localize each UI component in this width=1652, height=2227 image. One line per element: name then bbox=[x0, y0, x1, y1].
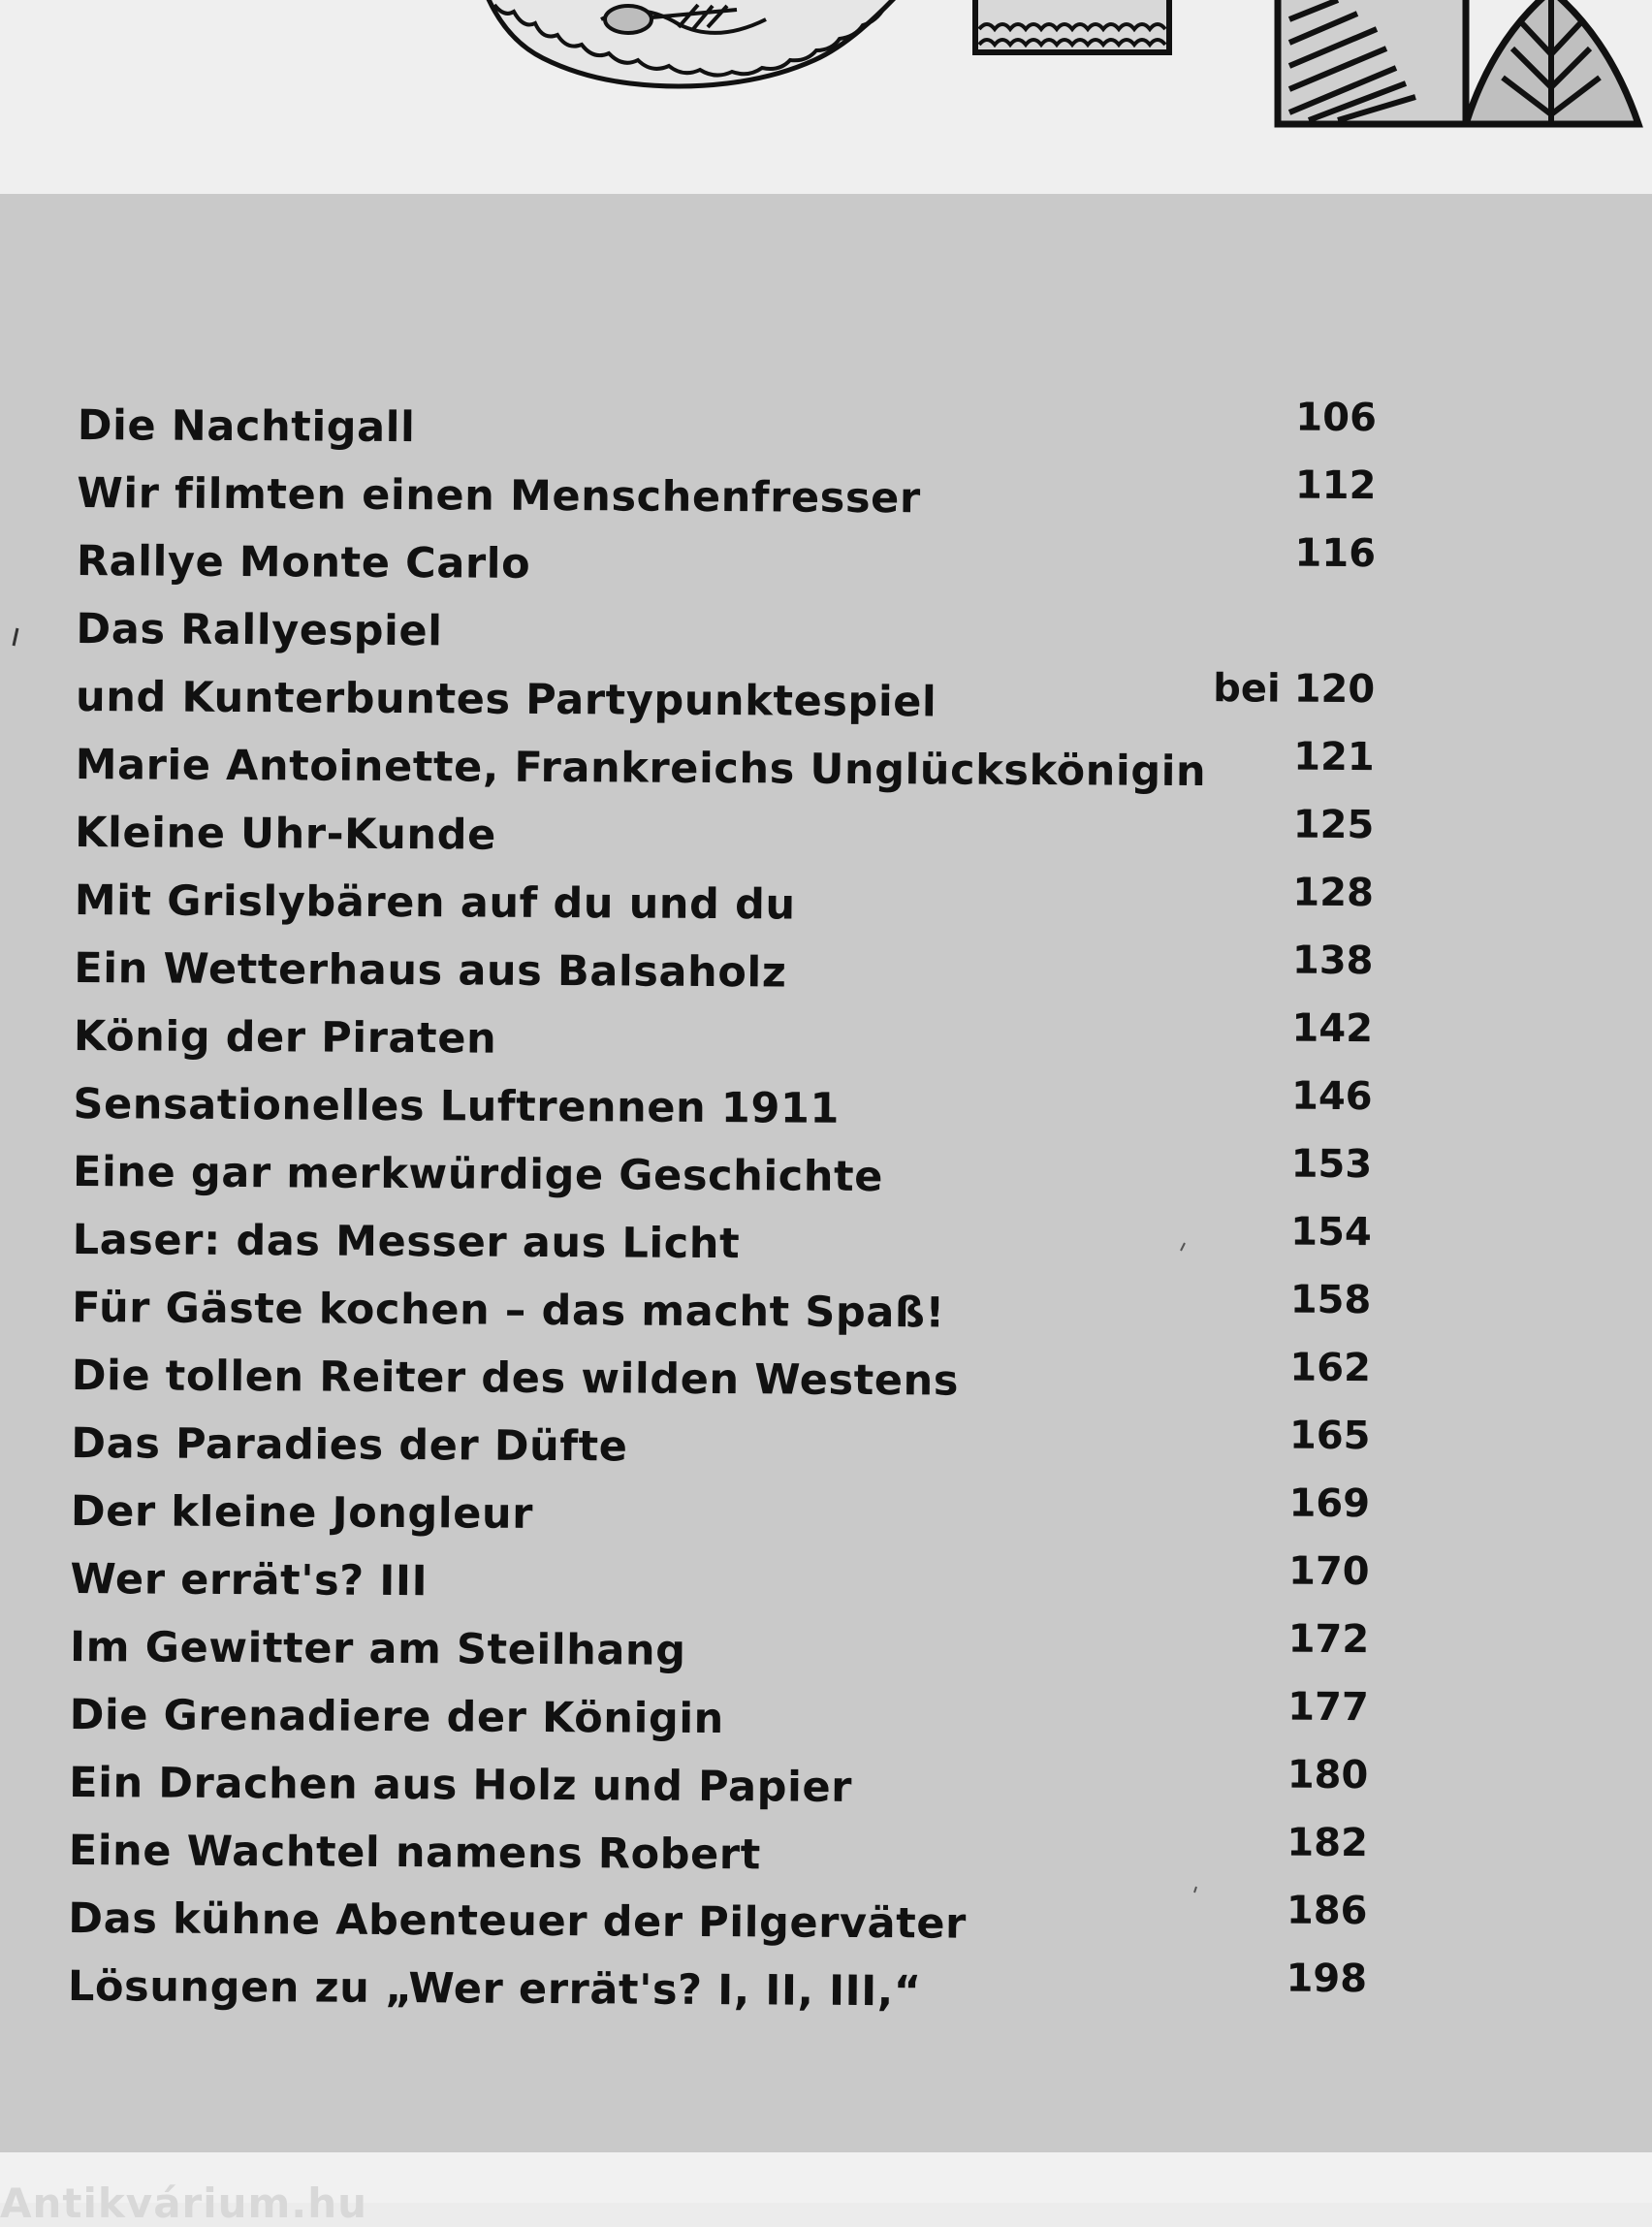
entry-title: Ein Drachen aus Holz und Papier bbox=[69, 1758, 853, 1812]
entry-title: Die Nachtigall bbox=[77, 400, 416, 453]
entry-title: Das Rallyespiel bbox=[76, 604, 443, 656]
entry-page-number: 146 bbox=[1290, 1073, 1373, 1120]
entry-title: Marie Antoinette, Frankreichs Unglückskönigin bbox=[75, 740, 1207, 797]
toc-entry bbox=[76, 663, 1375, 739]
entry-page-number: 121 bbox=[1293, 734, 1375, 780]
entry-page-prefix: bei bbox=[1213, 666, 1281, 712]
toc-entry bbox=[69, 1749, 1368, 1825]
toc-entry bbox=[75, 867, 1374, 942]
entry-title: und Kunterbuntes Partypunktespiel bbox=[75, 672, 937, 727]
entry-page-number: 125 bbox=[1292, 802, 1375, 848]
toc-entry bbox=[74, 1002, 1373, 1078]
entry-page-number: 186 bbox=[1286, 1888, 1368, 1934]
toc-entry bbox=[70, 1545, 1369, 1621]
entry-title: Eine Wachtel namens Robert bbox=[68, 1826, 761, 1880]
entry-title: Eine gar merkwürdige Geschichte bbox=[72, 1147, 884, 1202]
toc-entry bbox=[72, 1274, 1371, 1350]
entry-page-value: 120 bbox=[1293, 666, 1376, 713]
entry-title: Die Grenadiere der Königin bbox=[69, 1690, 725, 1744]
entry-page-number: 198 bbox=[1286, 1956, 1368, 2002]
decorative-illustration bbox=[0, 0, 1652, 211]
entry-title: Der kleine Jongleur bbox=[70, 1486, 534, 1539]
entry-page-number: 170 bbox=[1287, 1548, 1370, 1595]
toc-entry bbox=[71, 1478, 1370, 1553]
entry-page-number: 128 bbox=[1292, 870, 1375, 916]
toc-entry bbox=[68, 1953, 1367, 2028]
entry-page-number: 116 bbox=[1294, 530, 1377, 577]
entry-page-number: 165 bbox=[1288, 1413, 1371, 1459]
entry-title: Das Paradies der Düfte bbox=[71, 1418, 628, 1472]
toc-entry bbox=[75, 799, 1374, 875]
entry-title: Die tollen Reiter des wilden Westens bbox=[71, 1351, 960, 1406]
toc-entry bbox=[69, 1681, 1368, 1757]
entry-page-number: 142 bbox=[1291, 1005, 1374, 1052]
toc-entry bbox=[69, 1817, 1368, 1893]
entry-title: Kleine Uhr-Kunde bbox=[75, 808, 496, 860]
entry-title: Rallye Monte Carlo bbox=[76, 536, 531, 589]
entry-page-number: 162 bbox=[1289, 1345, 1372, 1391]
entry-title: Das kühne Abenteuer der Pilgerväter bbox=[68, 1893, 968, 1949]
entry-title: Ein Wetterhaus aus Balsaholz bbox=[74, 943, 787, 998]
toc-entry bbox=[76, 595, 1375, 671]
entry-page-number: 172 bbox=[1287, 1616, 1370, 1663]
entry-title: Im Gewitter am Steilhang bbox=[69, 1622, 686, 1675]
toc-entry bbox=[74, 935, 1373, 1010]
toc-entry bbox=[72, 1342, 1371, 1417]
toc-entry bbox=[71, 1410, 1370, 1485]
entry-title: Laser: das Messer aus Licht bbox=[72, 1215, 741, 1269]
toc-entry bbox=[77, 460, 1376, 535]
entry-page-number: 180 bbox=[1287, 1752, 1369, 1798]
entry-page-number: 106 bbox=[1295, 395, 1377, 441]
entry-title: Sensationelles Luftrennen 1911 bbox=[73, 1079, 841, 1133]
entry-page-number: 177 bbox=[1287, 1684, 1369, 1731]
table-of-contents bbox=[68, 392, 1377, 2028]
entry-title: Für Gäste kochen – das macht Spaß! bbox=[72, 1283, 945, 1338]
entry-title: Wir filmten einen Menschenfresser bbox=[77, 468, 921, 524]
entry-title: Wer errät's? III bbox=[70, 1554, 429, 1607]
toc-entry bbox=[73, 1070, 1372, 1146]
house-drawing bbox=[1278, 0, 1638, 124]
entry-page-number: 182 bbox=[1287, 1820, 1369, 1866]
entry-title: König der Piraten bbox=[73, 1011, 497, 1064]
entry-page-number: 158 bbox=[1289, 1277, 1372, 1323]
toc-entry bbox=[68, 1885, 1367, 1960]
entry-title: Mit Grislybären auf du und du bbox=[74, 875, 796, 930]
toc-entry bbox=[73, 1138, 1372, 1214]
entry-page-number bbox=[1213, 666, 1375, 712]
entry-page-number: 153 bbox=[1290, 1141, 1373, 1188]
scalloped-plate-drawing bbox=[485, 0, 902, 86]
entry-page-number: 169 bbox=[1288, 1480, 1371, 1527]
small-box-drawing bbox=[975, 0, 1169, 52]
toc-entry bbox=[77, 527, 1376, 603]
toc-entry bbox=[70, 1613, 1369, 1689]
toc-entry bbox=[78, 392, 1377, 467]
entry-title: Lösungen zu „Wer errät's? I, II, III,“ bbox=[67, 1961, 922, 2017]
entry-page-number: 112 bbox=[1294, 462, 1377, 509]
entry-page-number: 154 bbox=[1290, 1209, 1372, 1256]
toc-entry bbox=[72, 1206, 1371, 1282]
watermark-text: Antikvárium.hu bbox=[0, 2179, 368, 2227]
toc-entry bbox=[75, 731, 1374, 807]
entry-page-number: 138 bbox=[1291, 938, 1374, 984]
